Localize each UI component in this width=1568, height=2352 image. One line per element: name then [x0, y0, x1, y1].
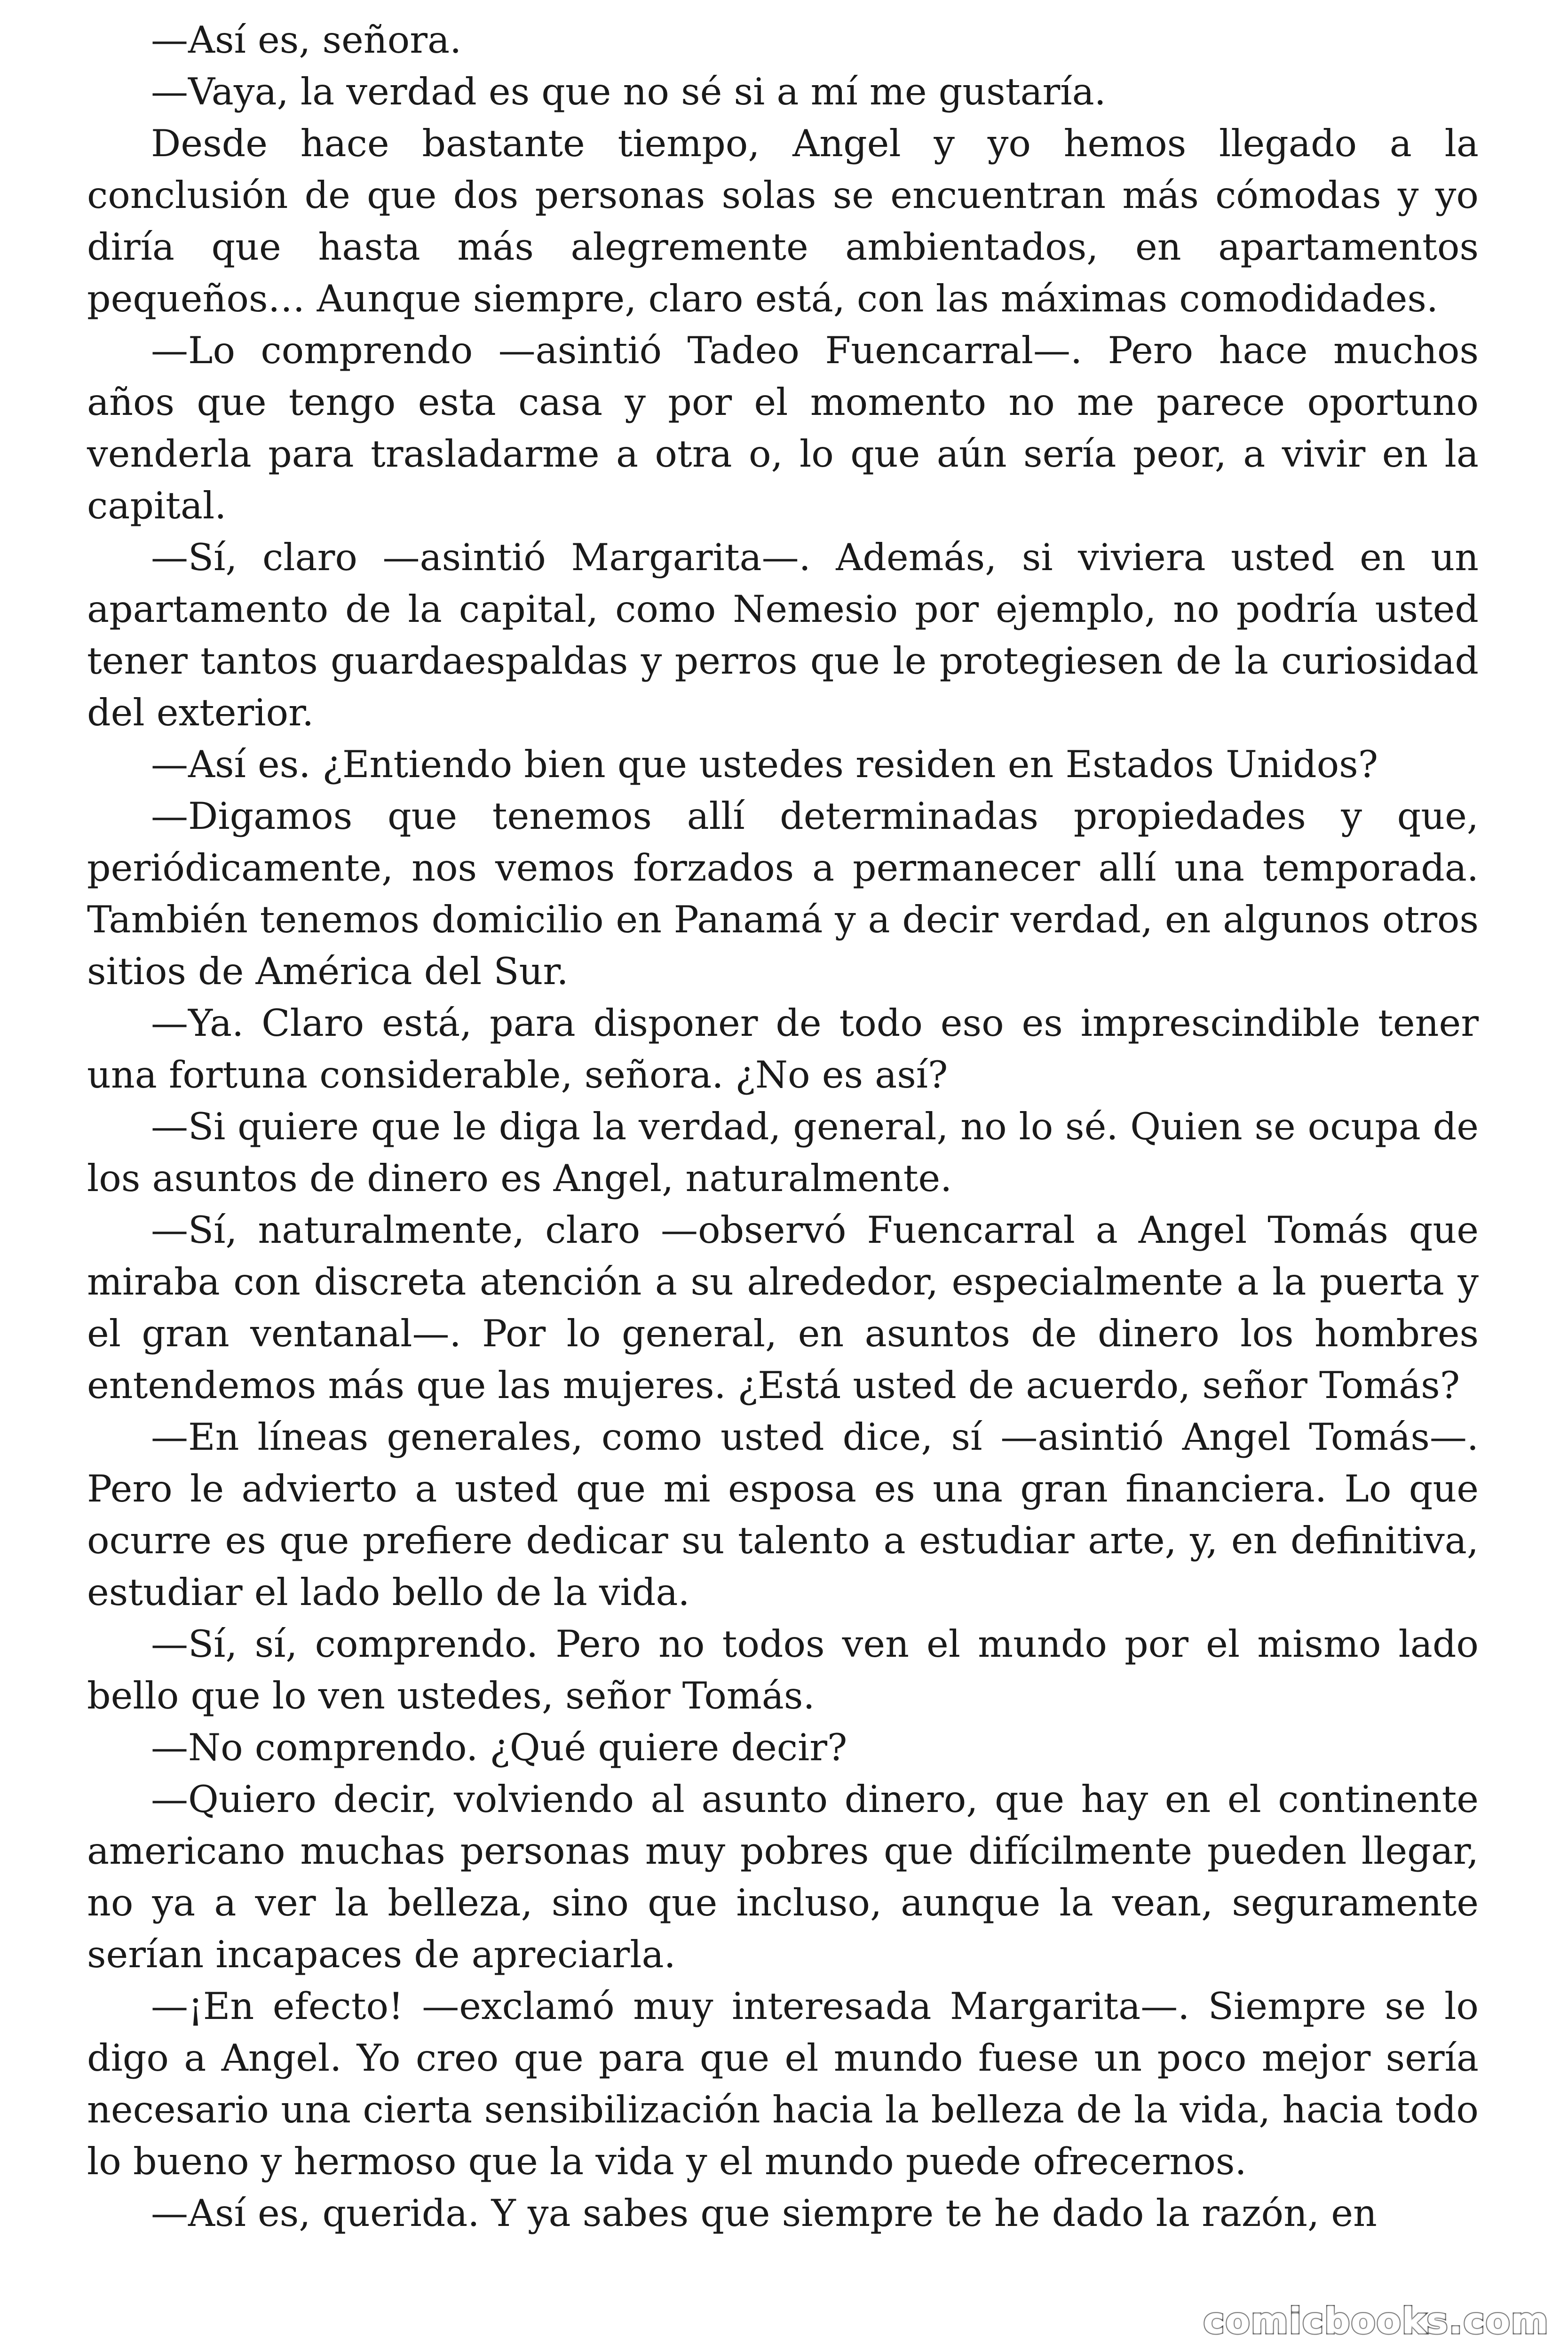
- paragraph: —Si quiere que le diga la verdad, general, no lo sé. Quien se ocupa de los asuntos de dinero es Angel, naturalmente.: [87, 1105, 1479, 1200]
- paragraph: —No comprendo. ¿Qué quiere decir?: [151, 1726, 847, 1769]
- paragraph: —Así es. ¿Entiendo bien que ustedes residen en Estados Unidos?: [151, 743, 1378, 786]
- paragraph: —Quiero decir, volviendo al asunto dinero, que hay en el continente americano muchas personas muy pobres que difícilmente pueden llegar, no ya a ver la belleza, sino que incluso, aunque la vean, seguramente serían incapaces de apreciarla.: [87, 1778, 1479, 1976]
- paragraph: —¡En efecto! —exclamó muy interesada Margarita—. Siempre se lo digo a Angel. Yo creo que para que el mundo fuese un poco mejor sería necesario una cierta sensibilización hacia la belleza de la vida, hacia todo lo bueno y hermoso que la vida y el mundo puede ofrecernos.: [87, 1985, 1479, 2183]
- paragraph: —Sí, naturalmente, claro —observó Fuencarral a Angel Tomás que miraba con discreta atención a su alrededor, especialmente a la puerta y el gran ventanal—. Por lo general, en asuntos de dinero los hombres entendemos más que las mujeres. ¿Está usted de acuerdo, señor Tomás?: [87, 1208, 1479, 1407]
- paragraph: —En líneas generales, como usted dice, sí —asintió Angel Tomás—. Pero le advierto a usted que mi esposa es una gran financiera. Lo que ocurre es que prefiere dedicar su talento a estudiar arte, y, en definitiva, estudiar el lado bello de la vida.: [87, 1415, 1479, 1614]
- paragraph: Desde hace bastante tiempo, Angel y yo hemos llegado a la conclusión de que dos personas solas se encuentran más cómodas y yo diría que hasta más alegremente ambientados, en apartamentos pequeños… Aunque siempre, claro está, con las máximas comodidades.: [87, 122, 1479, 320]
- paragraph: —Digamos que tenemos allí determinadas propiedades y que, periódicamente, nos vemos forzados a permanecer allí una temporada. También tenemos domicilio en Panamá y a decir verdad, en algunos otros sitios de América del Sur.: [87, 795, 1479, 993]
- watermark-logo: comicbooks.com: [1203, 2300, 1549, 2342]
- paragraph: —Lo comprendo —asintió Tadeo Fuencarral—. Pero hace muchos años que tengo esta casa y por el momento no me parece oportuno venderla para trasladarme a otra o, lo que aún sería peor, a vivir en la capital.: [87, 329, 1479, 527]
- paragraph: —Vaya, la verdad es que no sé si a mí me gustaría.: [151, 70, 1106, 113]
- paragraph: —Así es, querida. Y ya sabes que siempre te he dado la razón, en: [151, 2192, 1377, 2235]
- paragraph: —Así es, señora.: [151, 18, 462, 62]
- paragraph: —Sí, sí, comprendo. Pero no todos ven el mundo por el mismo lado bello que lo ven ustedes, señor Tomás.: [87, 1622, 1479, 1717]
- paragraph: —Sí, claro —asintió Margarita—. Además, si viviera usted en un apartamento de la capital, como Nemesio por ejemplo, no podría usted tener tantos guardaespaldas y perros que le protegiesen de la curiosidad del exterior.: [87, 536, 1479, 734]
- paragraph: —Ya. Claro está, para disponer de todo eso es imprescindible tener una fortuna considerable, señora. ¿No es así?: [87, 1001, 1479, 1097]
